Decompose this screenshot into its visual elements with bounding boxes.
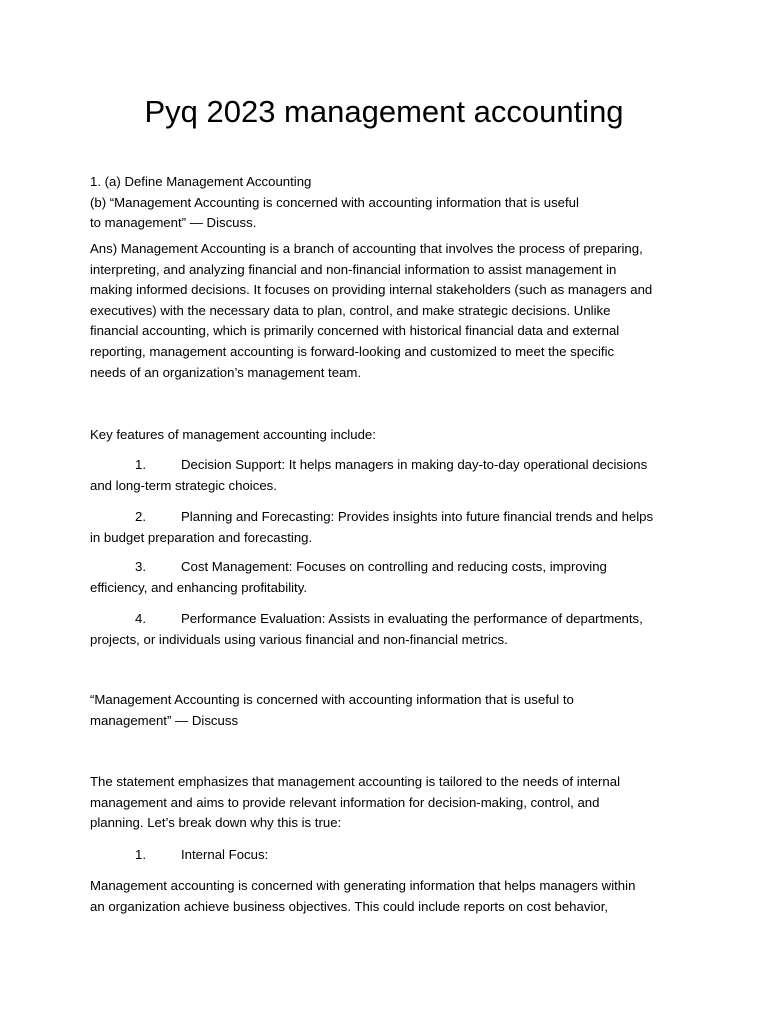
question-1a: 1. (a) Define Management Accounting [90,174,312,189]
key-features-heading: Key features of management accounting include: [90,427,376,442]
question-1b-line2: to management” — Discuss. [90,215,257,231]
question-1b-line1: (b) “Management Accounting is concerned with accounting information that is useful [90,194,579,210]
answer-line: interpreting, and analyzing financial and non-financial information to assist management in [90,261,617,277]
answer-line: needs of an organization’s management team. [90,364,362,380]
point-label: Internal Focus: [181,847,269,862]
feature-number: 4. [135,611,146,626]
feature-number: 2. [135,509,146,524]
statement-line: management and aims to provide relevant information for decision-making, control, and [90,794,600,810]
internal-line: an organization achieve business objectives. This could include reports on cost behavior, [90,898,609,914]
answer-line: executives) with the necessary data to plan, control, and make strategic decisions. Unlike [90,302,611,318]
feature-text-cont: efficiency, and enhancing profitability. [90,579,307,595]
feature-item-4 [90,609,690,650]
feature-number: 1. [135,457,146,472]
page-title: Pyq 2023 management accounting [144,94,624,129]
discuss-heading [90,690,690,731]
answer-paragraph [90,239,690,383]
statement-paragraph [90,772,690,834]
feature-number: 3. [135,559,146,574]
internal-focus-paragraph [90,876,690,917]
answer-line: financial accounting, which is primarily concerned with historical financial data and external [90,323,620,339]
feature-text-cont: and long-term strategic choices. [90,477,277,493]
feature-text-cont: in budget preparation and forecasting. [90,529,313,545]
answer-line: Ans) Management Accounting is a branch of accounting that involves the process of preparing, [90,241,643,256]
feature-text: Performance Evaluation: Assists in evaluating the performance of departments, [181,611,643,626]
feature-text-cont: projects, or individuals using various financial and non-financial metrics. [90,631,508,647]
feature-text: Decision Support: It helps managers in making day-to-day operational decisions [181,457,648,472]
point-internal-focus [90,845,690,866]
point-number: 1. [135,847,146,862]
feature-item-2 [90,507,690,548]
discuss-heading-line1: “Management Accounting is concerned with accounting information that is useful to [90,692,574,707]
statement-line: planning. Let’s break down why this is true: [90,815,342,831]
statement-line: The statement emphasizes that management accounting is tailored to the needs of internal [90,774,621,789]
answer-line: making informed decisions. It focuses on providing internal stakeholders (such as managers and [90,282,653,298]
feature-item-1 [90,455,690,496]
feature-text: Cost Management: Focuses on controlling and reducing costs, improving [181,559,607,574]
internal-line: Management accounting is concerned with generating information that helps managers within [90,878,636,893]
discuss-heading-line2: management” — Discuss [90,712,239,728]
feature-item-3 [90,557,690,598]
feature-text: Planning and Forecasting: Provides insights into future financial trends and helps [181,509,654,524]
answer-line: reporting, management accounting is forward-looking and customized to meet the specific [90,343,615,359]
question-block [90,172,690,234]
